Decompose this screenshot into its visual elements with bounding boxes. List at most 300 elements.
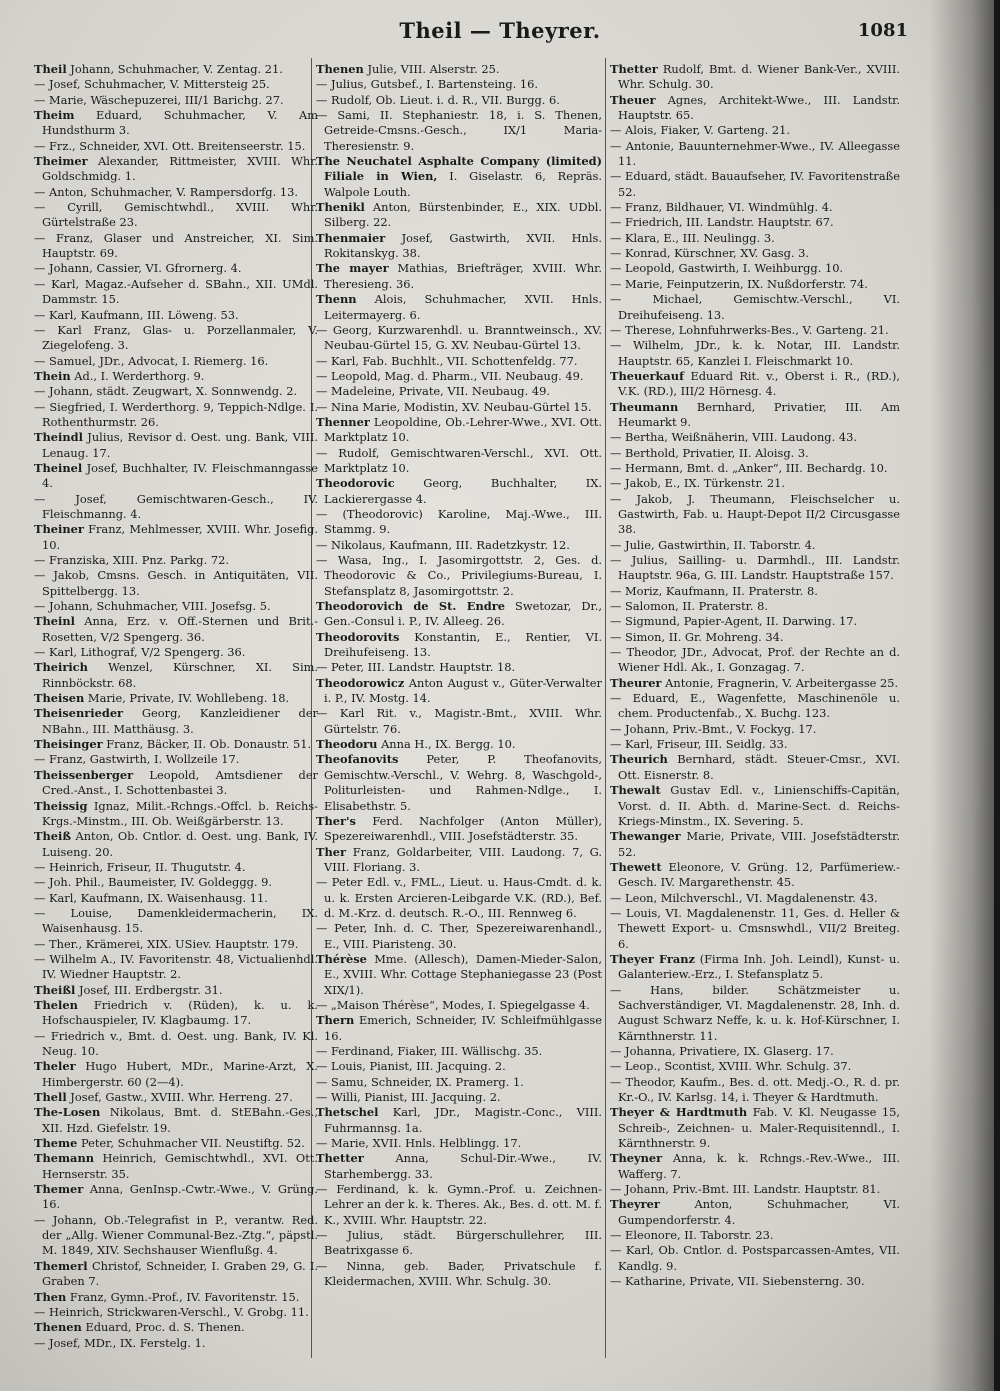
entry-details: — Jakob, Cmsns. Gesch. in Antiquitäten, VII. Spittelbergg. 13. <box>34 568 318 598</box>
entry-details: Peter, Schuhmacher VII. Neustiftg. 52. <box>80 1136 305 1151</box>
entry-details: Josef, Gastw., XVIII. Whr. Herreng. 27. <box>70 1090 293 1105</box>
entry-details: — Josef, Schuhmacher, V. Mittersteig 25. <box>34 77 270 92</box>
entry-surname: Thern <box>316 1013 355 1028</box>
entry-details: — Eleonore, II. Taborstr. 23. <box>610 1228 774 1243</box>
directory-entry <box>34 108 318 139</box>
entry-surname: Theyrer <box>610 1197 660 1212</box>
directory-entry <box>610 614 900 629</box>
directory-entry <box>610 492 900 538</box>
directory-entry <box>34 400 318 431</box>
entry-details: Hugo Hubert, MDr., Marine-Arzt, X. Himbergerstr. 60 (2—4). <box>42 1059 318 1089</box>
entry-surname: Thenner <box>316 414 370 429</box>
entry-details: — Ninna, geb. Bader, Privatschule f. Kleidermachen, XVIII. Whr. Schulg. 30. <box>316 1258 602 1289</box>
directory-entry <box>316 77 602 92</box>
entry-details: Peter, P. Theofanovits, Gemischtw.-Verschl., V. Wehrg. 8, Waschgold-, Politurleisten- und Rahmen-Ndlge., I. Elisabethstr. 5. <box>324 752 602 813</box>
directory-entry <box>34 799 318 830</box>
directory-entry <box>316 1059 602 1074</box>
directory-entry <box>610 338 900 369</box>
directory-entry <box>610 139 900 170</box>
entry-surname: Theil <box>34 62 67 76</box>
entry-surname: Theinel <box>34 460 83 475</box>
entry-surname: Then <box>34 1289 67 1304</box>
directory-entry <box>34 384 318 399</box>
entry-details: — Friedrich, III. Landstr. Hauptstr. 67. <box>610 215 834 230</box>
entry-details: Friedrich v. (Rüden), k. u. k. Hofschauspieler, IV. Klagbaumg. 17. <box>42 997 318 1028</box>
entry-surname: Theodorovic <box>316 476 395 491</box>
directory-entry <box>610 200 900 215</box>
directory-entry <box>316 1182 602 1228</box>
directory-entry <box>610 1274 900 1289</box>
entry-details: — Wilhelm A., IV. Favoritenstr. 48, Victualienhdl. IV. Wiedner Hauptstr. 2. <box>34 951 318 982</box>
directory-entry <box>34 77 318 92</box>
directory-entry <box>316 845 602 876</box>
entry-details: Eduard Rit. v., Oberst i. R., (RD.), V.K. (RD.), III/2 Hörnesg. 4. <box>618 368 900 399</box>
directory-entry <box>34 1059 318 1090</box>
directory-entry <box>34 308 318 323</box>
entry-details: Julius, Revisor d. Oest. ung. Bank, VIII. Lenaug. 17. <box>42 430 318 460</box>
entry-surname: Thetter <box>316 1151 364 1166</box>
directory-entry <box>34 1136 318 1151</box>
entry-details: — Theodor, JDr., Advocat, Prof. der Rechte an d. Wiener Hdl. Ak., I. Gonzagag. 7. <box>610 645 900 675</box>
directory-entry <box>610 553 900 584</box>
entry-details: Ignaz, Milit.-Rchngs.-Offcl. b. Reichs-Krgs.-Minstm., III. Ob. Weißgärberstr. 13. <box>42 798 318 828</box>
entry-surname: Thewalt <box>610 783 661 798</box>
entry-surname: Theinl <box>34 614 75 629</box>
entry-details: — Karl, Fab. Buchhlt., VII. Schottenfeldg. 77. <box>316 353 578 368</box>
entry-surname: Themann <box>34 1151 95 1166</box>
entry-details: Anton, Schuhmacher, VI. Gumpendorferstr. 4. <box>618 1197 900 1227</box>
entry-details: — Louise, Damenkleidermacherin, IX. Waisenhausg. 15. <box>34 905 318 936</box>
entry-surname: Theodorovits <box>316 629 400 644</box>
directory-entry <box>34 1336 318 1351</box>
entry-details: — Johann, Priv.-Bmt. III. Landstr. Hauptstr. 81. <box>610 1182 881 1197</box>
entry-details: Anton, Ob. Cntlor. d. Oest. ung. Bank, IV. Luiseng. 20. <box>42 829 318 859</box>
entry-details: Rudolf, Bmt. d. Wiener Bank-Ver., XVIII. Whr. Schulg. 30. <box>618 62 900 92</box>
entry-details: — Marie, Feinputzerin, IX. Nußdorferstr. 74. <box>610 276 868 291</box>
page-number: 1081 <box>857 20 908 41</box>
directory-entry <box>610 584 900 599</box>
entry-details: — Nikolaus, Kaufmann, III. Radetzkystr. 12. <box>316 537 570 552</box>
directory-entry <box>610 277 900 292</box>
entry-details: — Wasa, Ing., I. Jasomirgottstr. 2, Ges. d. Theodorovic & Co., Privilegiums-Bureau, I. Stefansplatz 8, Jasomirgottstr. 2. <box>316 553 602 598</box>
entry-surname: Thenen <box>34 1320 82 1335</box>
entry-details: Johann, Schuhmacher, V. Zentag. 21. <box>70 62 283 76</box>
directory-entry <box>34 323 318 354</box>
entry-details: Josef, III. Erdbergstr. 31. <box>78 982 223 997</box>
entry-details: — Johann, Ob.-Telegrafist in P., verantw. Red. der „Allg. Wiener Communal-Bez.-Ztg.“, päpstl. M. 1849, XIV. Sechshauser Wienflußg. 4. <box>34 1212 318 1258</box>
entry-details: — Julius, Sailling- u. Darmhdl., III. Landstr. Hauptstr. 96a, G. III. Landstr. Hauptstraße 157. <box>610 553 900 583</box>
entry-details: Fab. V. Kl. Neugasse 15, Schreib-, Zeichnen- u. Maler-Requisitenndl., I. Kärnthnerstr. 9. <box>618 1105 900 1151</box>
entry-details: — Peter, Inh. d. C. Ther, Spezereiwarenhandl., E., VIII. Piaristeng. 30. <box>316 921 602 951</box>
entry-details: — Nina Marie, Modistin, XV. Neubau-Gürtel 15. <box>316 399 592 414</box>
entry-details: — Karl, Kaufmann, IX. Waisenhausg. 11. <box>34 890 268 905</box>
directory-entry <box>34 1290 318 1305</box>
entry-details: — Franziska, XIII. Pnz. Parkg. 72. <box>34 553 229 567</box>
entry-surname: Thein <box>34 368 71 383</box>
entry-details: Agnes, Architekt-Wwe., III. Landstr. Hauptstr. 65. <box>618 92 900 123</box>
entry-details: Georg, Kanzleidiener der NBahn., III. Matthäusg. 3. <box>42 706 318 736</box>
directory-entry <box>610 783 900 829</box>
directory-entry <box>34 998 318 1029</box>
entry-details: Anna, k. k. Rchngs.-Rev.-Wwe., III. Wafferg. 7. <box>618 1151 900 1181</box>
entry-details: — Josef, Gemischtwaren-Gesch., IV. Fleischmanng. 4. <box>34 491 318 521</box>
entry-details: Marie, Private, VIII. Josefstädterstr. 52. <box>618 829 900 859</box>
directory-entry <box>316 323 602 354</box>
entry-details: Franz, Bäcker, II. Ob. Donaustr. 51. <box>106 737 312 752</box>
entry-details: Josef, Gastwirth, XVII. Hnls. Rokitanskyg. 38. <box>324 230 602 261</box>
entry-surname: Theyer Franz <box>610 951 695 966</box>
entry-details: — Siegfried, I. Werderthorg. 9, Teppich-Ndlge. I. Rothenthurmstr. 26. <box>34 399 318 429</box>
entry-surname: Theiner <box>34 522 84 537</box>
entry-details: Christof, Schneider, I. Graben 29, G. I. Graben 7. <box>42 1258 318 1289</box>
entry-details: — Leopold, Gastwirth, I. Weihburgg. 10. <box>610 261 844 276</box>
entry-details: — Hans, bilder. Schätzmeister u. Sachverständiger, VI. Magdalenenstr. 28, Inh. d. August Schwarz Neffe, k. u. k. Hof-Kürschner, I. Kärnthnerstr. 11. <box>610 982 900 1043</box>
entry-details: — Madeleine, Private, VII. Neubaug. 49. <box>316 384 550 399</box>
directory-entry <box>316 1228 602 1259</box>
directory-entry <box>34 1320 318 1335</box>
directory-entry <box>34 952 318 983</box>
entry-details: — Simon, II. Gr. Mohreng. 34. <box>610 629 784 644</box>
entry-details: — Michael, Gemischtw.-Verschl., VI. Dreihufeiseng. 13. <box>610 292 900 322</box>
entry-surname: Theindl <box>34 430 83 445</box>
directory-entry <box>316 415 602 446</box>
directory-entry <box>610 645 900 676</box>
entry-details: Franz, Mehlmesser, XVIII. Whr. Josefig. 10. <box>42 522 318 552</box>
directory-entry <box>610 829 900 860</box>
entry-details: Alois, Schuhmacher, XVII. Hnls. Leitermayerg. 6. <box>324 292 602 322</box>
entry-details: — Hermann, Bmt. d. „Anker“, III. Bechardg. 10. <box>610 460 888 475</box>
directory-column-2 <box>316 62 602 1374</box>
entry-details: — Julie, Gastwirthin, II. Taborstr. 4. <box>610 537 816 552</box>
entry-surname: Theirich <box>34 660 88 675</box>
entry-surname: Theuer <box>610 92 656 107</box>
entry-surname: Thewett <box>610 859 662 874</box>
entry-details: Anna, GenInsp.-Cwtr.-Wwe., V. Grüng. 16. <box>42 1182 318 1212</box>
directory-entry <box>316 292 602 323</box>
entry-details: — Salomon, II. Praterstr. 8. <box>610 599 768 614</box>
entry-details: Anton, Bürstenbinder, E., XIX. UDbl. Silberg. 22. <box>324 200 602 230</box>
directory-entry <box>316 507 602 538</box>
entry-details: — Jakob, J. Theumann, Fleischselcher u. Gastwirth, Fab. u. Haupt-Depot II/2 Circusgasse 38. <box>610 491 900 537</box>
directory-entry <box>610 1228 900 1243</box>
entry-details: — Sami, II. Stephaniestr. 18, i. S. Thenen, Getreide-Cmsns.-Gesch., IX/1 Maria-Theresienstr. 9. <box>316 108 602 153</box>
entry-details: Franz, Gymn.-Prof., IV. Favoritenstr. 15. <box>69 1289 300 1304</box>
directory-entry <box>34 829 318 860</box>
directory-entry <box>316 354 602 369</box>
entry-surname: Theodoru <box>316 737 378 752</box>
entry-details: — Heinrich, Strickwaren-Verschl., V. Grobg. 11. <box>34 1304 309 1319</box>
entry-details: — Friedrich v., Bmt. d. Oest. ung. Bank, IV. Kl. Neug. 10. <box>34 1028 318 1058</box>
entry-details: — Konrad, Kürschner, XV. Gasg. 3. <box>610 246 810 261</box>
directory-entry <box>316 737 602 752</box>
page-title: Theil — Theyrer. <box>399 18 601 43</box>
directory-entry <box>34 1213 318 1259</box>
directory-entry <box>610 123 900 138</box>
directory-entry <box>34 906 318 937</box>
directory-entry <box>34 875 318 890</box>
entry-surname: Theissenberger <box>34 767 134 782</box>
entry-details: — Franz, Gastwirth, I. Wollzeile 17. <box>34 752 240 767</box>
directory-entry <box>316 538 602 553</box>
directory-entry <box>610 860 900 891</box>
directory-entry <box>316 921 602 952</box>
entry-details: Alexander, Rittmeister, XVIII. Whr. Goldschmidg. 1. <box>42 154 318 184</box>
directory-entry <box>316 1090 602 1105</box>
directory-entry <box>316 446 602 477</box>
entry-details: — Antonie, Bauunternehmer-Wwe., IV. Alleegasse 11. <box>610 138 900 169</box>
directory-entry <box>610 1059 900 1074</box>
entry-details: — Louis, Pianist, III. Jacquing. 2. <box>316 1059 506 1074</box>
entry-surname: Thenmaier <box>316 230 386 245</box>
entry-details: — Leopold, Mag. d. Pharm., VII. Neubaug. 49. <box>316 368 584 383</box>
entry-details: — Karl, Friseur, III. Seidlg. 33. <box>610 737 788 752</box>
entry-surname: Theurich <box>610 752 668 767</box>
directory-entry <box>610 62 900 93</box>
column-divider <box>605 58 606 1358</box>
entry-details: — Jakob, E., IX. Türkenstr. 21. <box>610 476 786 491</box>
entry-details: — Anton, Schuhmacher, V. Rampersdorfg. 13. <box>34 184 298 199</box>
directory-entry <box>34 737 318 752</box>
directory-entry <box>316 1259 602 1290</box>
entry-surname: Thenikl <box>316 200 365 215</box>
entry-details: — Karl, Magaz.-Aufseher d. SBahn., XII. UMdl. Dammstr. 15. <box>34 276 318 307</box>
directory-entry <box>316 553 602 599</box>
entry-surname: Theissig <box>34 798 88 813</box>
directory-entry <box>316 476 602 507</box>
directory-entry <box>610 215 900 230</box>
entry-surname: Theyer & Hardtmuth <box>610 1105 748 1120</box>
directory-entry <box>316 599 602 630</box>
directory-entry <box>316 1013 602 1044</box>
entry-details: — Julius, städt. Bürgerschullehrer, III. Beatrixgasse 6. <box>316 1228 602 1258</box>
directory-entry <box>610 1182 900 1197</box>
entry-details: — Louis, VI. Magdalenenstr. 11, Ges. d. Heller & Thewett Export- u. Cmsnswhdl., VII/2 Breiteg. 6. <box>610 905 900 951</box>
directory-entry <box>610 292 900 323</box>
entry-details: Julie, VIII. Alserstr. 25. <box>367 62 500 76</box>
directory-entry <box>610 722 900 737</box>
directory-entry <box>34 568 318 599</box>
directory-entry <box>34 553 318 568</box>
directory-entry <box>34 354 318 369</box>
entry-details: Anton August v., Güter-Verwalter i. P., IV. Mostg. 14. <box>324 675 602 706</box>
entry-details: — Ferdinand, k. k. Gymn.-Prof. u. Zeichnen-Lehrer an der k. k. Theres. Ak., Bes. d. ott. M. f. K., XVIII. Whr. Hauptstr. 22. <box>316 1182 602 1227</box>
directory-entry <box>316 261 602 292</box>
directory-entry <box>610 538 900 553</box>
directory-entry <box>316 1044 602 1059</box>
entry-details: — Katharine, Private, VII. Siebensterng. 30. <box>610 1274 865 1289</box>
directory-entry <box>34 983 318 998</box>
entry-surname: Theumann <box>610 399 679 414</box>
entry-surname: Theme <box>34 1136 78 1151</box>
entry-details: Konstantin, E., Rentier, VI. Dreihufeiseng. 13. <box>324 629 602 660</box>
entry-details: Anna H., IX. Bergg. 10. <box>381 737 516 752</box>
entry-details: Leopoldine, Ob.-Lehrer-Wwe., XVI. Ott. Marktplatz 10. <box>324 414 602 445</box>
directory-entry <box>316 369 602 384</box>
directory-entry <box>610 906 900 952</box>
entry-surname: Themer <box>34 1182 84 1197</box>
directory-entry <box>316 630 602 661</box>
directory-entry <box>316 706 602 737</box>
entry-details: Eduard, Proc. d. S. Thenen. <box>85 1320 245 1335</box>
entry-details: — Julius, Gutsbef., I. Bartensteing. 16. <box>316 77 538 92</box>
directory-entry <box>610 231 900 246</box>
directory-entry <box>34 860 318 875</box>
entry-details: — Samuel, JDr., Advocat, I. Riemerg. 16. <box>34 353 269 368</box>
entry-details: — Leop., Scontist, XVIII. Whr. Schulg. 37. <box>610 1059 852 1074</box>
entry-surname: Theler <box>34 1059 76 1074</box>
entry-details: Swetozar, Dr., Gen.-Consul i. P., IV. Alleeg. 26. <box>324 599 602 629</box>
entry-details: Antonie, Fragnerin, V. Arbeitergasse 25. <box>665 675 899 690</box>
directory-entry <box>610 1075 900 1106</box>
entry-details: — Leon, Milchverschl., VI. Magdalenenstr. 43. <box>610 890 878 905</box>
entry-details: — Samu, Schneider, IX. Pramerg. 1. <box>316 1074 524 1089</box>
entry-details: — Theodor, Kaufm., Bes. d. ott. Medj.-O., R. d. pr. Kr.-O., IV. Karlsg. 14, i. Theyer & Hardtmuth. <box>610 1074 900 1105</box>
directory-entry <box>34 706 318 737</box>
directory-entry <box>316 62 602 77</box>
directory-entry <box>34 185 318 200</box>
directory-entry <box>610 369 900 400</box>
directory-entry <box>610 1105 900 1151</box>
entry-details: Wenzel, Kürschner, XI. Sim. Rinnböckstr. 68. <box>42 660 318 690</box>
entry-details: — Johanna, Privatiere, IX. Glaserg. 17. <box>610 1044 834 1058</box>
entry-details: — Alois, Fiaker, V. Garteng. 21. <box>610 123 790 138</box>
directory-entry <box>610 630 900 645</box>
directory-entry <box>610 476 900 491</box>
entry-details: — Moriz, Kaufmann, II. Praterstr. 8. <box>610 583 818 598</box>
directory-entry <box>316 1105 602 1136</box>
directory-entry <box>610 952 900 983</box>
entry-surname: Thelen <box>34 997 78 1012</box>
entry-details: — Joh. Phil., Baumeister, IV. Goldeggg. 9. <box>34 875 273 890</box>
entry-details: — Johann, Schuhmacher, VIII. Josefsg. 5. <box>34 599 271 614</box>
entry-details: — Karl Franz, Glas- u. Porzellanmaler, V. Ziegelofeng. 3. <box>34 322 318 353</box>
entry-details: — Cyrill, Gemischtwhdl., XVIII. Whr. Gürtelstraße 23. <box>34 200 318 230</box>
directory-entry <box>34 139 318 154</box>
entry-surname: Thenn <box>316 292 357 307</box>
entry-details: Ferd. Nachfolger (Anton Müller), Spezereiwarenhdl., VIII. Josefstädterstr. 35. <box>324 813 602 844</box>
entry-surname: The-Losen <box>34 1105 101 1120</box>
directory-entry <box>610 261 900 276</box>
entry-details: Gustav Edl. v., Linienschiffs-Capitän, Vorst. d. II. Abth. d. Marine-Sect. d. Reichs-Kriegs-Minstm., IX. Severing. 5. <box>618 783 900 828</box>
directory-entry <box>34 200 318 231</box>
entry-details: — Ther., Krämerei, XIX. USiev. Hauptstr. 179. <box>34 936 299 951</box>
directory-entry <box>610 737 900 752</box>
entry-details: — Heinrich, Friseur, II. Thugutstr. 4. <box>34 859 246 874</box>
entry-surname: Ther's <box>316 813 356 828</box>
directory-entry <box>610 676 900 691</box>
entry-details: Mathias, Briefträger, XVIII. Whr. Theresieng. 36. <box>324 261 602 291</box>
entry-surname: Ther <box>316 844 347 859</box>
directory-entry <box>316 400 602 415</box>
entry-details: — Wilhelm, JDr., k. k. Notar, III. Landstr. Hauptstr. 65, Kanzlei I. Fleischmarkt 10. <box>610 338 900 368</box>
entry-surname: Theyner <box>610 1151 663 1166</box>
directory-entry <box>34 768 318 799</box>
page-header <box>0 18 1000 52</box>
directory-entry <box>34 645 318 660</box>
entry-details: — Karl, Lithograf, V/2 Spengerg. 36. <box>34 645 246 660</box>
directory-entry <box>34 1029 318 1060</box>
entry-details: — Eduard, städt. Bauaufseher, IV. Favoritenstraße 52. <box>610 169 900 199</box>
entry-details: I. Giselastr. 6, Repräs. Walpole Louth. <box>324 169 602 199</box>
entry-details: — Rudolf, Gemischtwaren-Verschl., XVI. Ott. Marktplatz 10. <box>316 445 602 475</box>
page-edge <box>994 0 1000 1391</box>
entry-details: — Rudolf, Ob. Lieut. i. d. R., VII. Burgg. 6. <box>316 92 560 107</box>
directory-entry <box>610 400 900 431</box>
entry-details: — Franz, Bildhauer, VI. Windmühlg. 4. <box>610 200 833 215</box>
entry-details: — Klara, E., III. Neulingg. 3. <box>610 230 775 245</box>
directory-entry <box>316 752 602 813</box>
page-shadow <box>930 0 1000 1391</box>
entry-details: — Marie, XVII. Hnls. Helblingg. 17. <box>316 1136 522 1151</box>
directory-entry <box>316 952 602 998</box>
directory-entry <box>610 430 900 445</box>
entry-surname: Thetter <box>610 62 658 76</box>
entry-surname: Theofanovits <box>316 752 399 767</box>
directory-entry <box>610 461 900 476</box>
directory-entry <box>34 522 318 553</box>
entry-details: — Johann, Priv.-Bmt., V. Fockyg. 17. <box>610 721 817 736</box>
directory-entry <box>34 1305 318 1320</box>
entry-details: Mme. (Allesch), Damen-Mieder-Salon, E., XVIII. Whr. Cottage Stephaniegasse 23 (Post XIX/1). <box>324 951 602 997</box>
entry-surname: Theimer <box>34 154 88 169</box>
directory-entry <box>610 691 900 722</box>
entry-details: Karl, JDr., Magistr.-Conc., VIII. Fuhrmannsg. 1a. <box>324 1105 602 1135</box>
entry-details: — Karl, Ob. Cntlor. d. Postsparcassen-Amtes, VII. Kandlg. 9. <box>610 1243 900 1273</box>
directory-entry <box>316 231 602 262</box>
directory-entry <box>34 891 318 906</box>
directory-entry <box>316 1075 602 1090</box>
directory-entry <box>34 231 318 262</box>
entry-details: — Eduard, E., Wagenfette, Maschinenöle u. chem. Productenfab., X. Buchg. 123. <box>610 691 900 721</box>
entry-details: Bernhard, städt. Steuer-Cmsr., XVI. Ott. Eisnerstr. 8. <box>618 752 900 782</box>
entry-surname: Theisen <box>34 691 85 706</box>
directory-entry <box>34 1105 318 1136</box>
entry-surname: Themerl <box>34 1258 88 1273</box>
entry-surname: Theuerkauf <box>610 368 684 383</box>
directory-entry <box>34 1182 318 1213</box>
entry-surname: Theiß <box>34 829 71 844</box>
entry-details: Heinrich, Gemischtwhdl., XVI. Ott. Hernserstr. 35. <box>42 1151 318 1181</box>
directory-entry <box>610 446 900 461</box>
directory-entry <box>34 1151 318 1182</box>
entry-surname: Theurer <box>610 675 662 690</box>
directory-entry <box>316 93 602 108</box>
entry-details: — Karl Rit. v., Magistr.-Bmt., XVIII. Whr. Gürtelstr. 76. <box>316 706 602 736</box>
directory-entry <box>34 691 318 706</box>
directory-entry <box>610 169 900 200</box>
directory-entry <box>610 599 900 614</box>
directory-entry <box>316 660 602 675</box>
entry-details: — Peter Edl. v., FML., Lieut. u. Haus-Cmdt. d. k. u. k. Ersten Arcieren-Leibgarde V.K. (RD.), Bef. d. M.-Krz. d. deutsch. R.-O., III. Rennweg 6. <box>316 875 602 920</box>
entry-details: Eleonore, V. Grüng. 12, Parfümeriew.-Gesch. IV. Margarethenstr. 45. <box>618 859 900 890</box>
entry-details: — Franz, Glaser und Anstreicher, XI. Sim. Hauptstr. 69. <box>34 230 318 261</box>
entry-details: Anna, Erz. v. Off.-Sternen und Brit.-Rosetten, V/2 Spengerg. 36. <box>42 614 318 644</box>
entry-surname: The Neuchatel Asphalte Company (limited) Filiale in Wien, <box>316 154 602 184</box>
entry-details: Anna, Schul-Dir.-Wwe., IV. Starhembergg. 33. <box>324 1151 602 1181</box>
entry-details: — Georg, Kurzwarenhdl. u. Branntweinsch., XV. Neubau-Gürtel 15, G. XV. Neubau-Gürtel 13. <box>316 322 602 353</box>
directory-entry <box>34 614 318 645</box>
directory-entry <box>316 998 602 1013</box>
entry-surname: Thewanger <box>610 829 681 844</box>
directory-entry <box>34 93 318 108</box>
directory-entry <box>610 1044 900 1059</box>
directory-entry <box>316 676 602 707</box>
entry-surname: Theißl <box>34 982 76 997</box>
entry-details: — „Maison Thérèse“, Modes, I. Spiegelgasse 4. <box>316 997 590 1012</box>
directory-entry <box>316 1136 602 1151</box>
entry-details: — Johann, städt. Zeugwart, X. Sonnwendg. 2. <box>34 384 298 399</box>
entry-details: — Peter, III. Landstr. Hauptstr. 18. <box>316 660 516 675</box>
